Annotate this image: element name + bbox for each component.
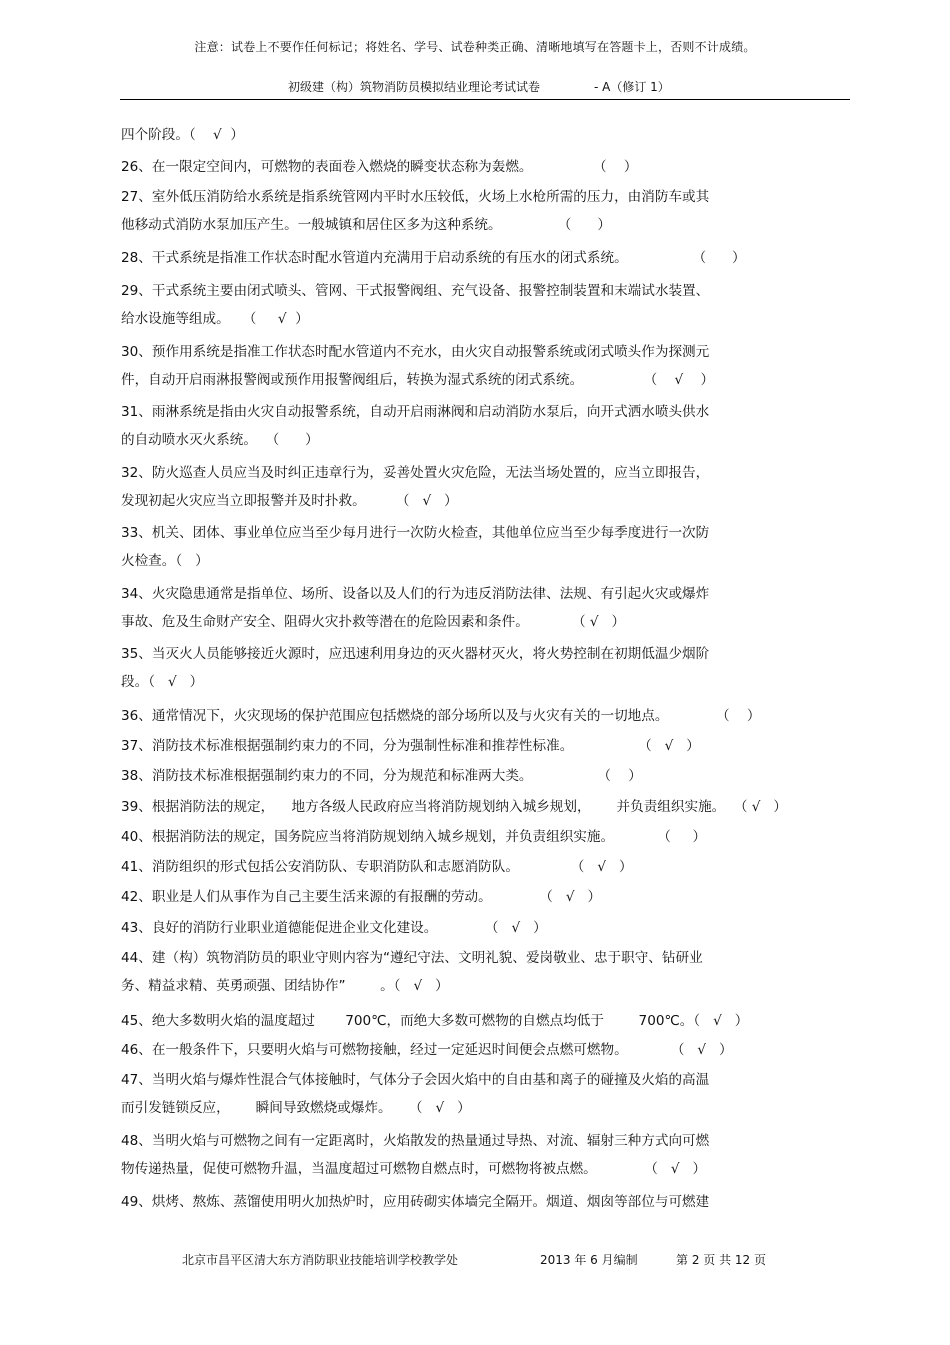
question-line: 31、雨淋系统是指由火灾自动报警系统，自动开启雨淋阀和启动消防水泵后，向开式洒水喷头供水 — [121, 404, 710, 420]
question-line: 36、通常情况下，火灾现场的保护范围应包括燃烧的部分场所以及与火灾有关的一切地点。 （ ） — [121, 708, 761, 724]
question-line: 的自动喷水灭火系统。 （ ） — [121, 432, 319, 448]
question-line: 30、预作用系统是指准工作状态时配水管道内不充水，由火灾自动报警系统或闭式喷头作为探测元 — [121, 344, 710, 360]
footer-page-number: 第 2 页 共 12 页 — [676, 1253, 766, 1267]
question-line: 46、在一般条件下，只要明火焰与可燃物接触，经过一定延迟时间便会点燃可燃物。 （ √ ） — [121, 1042, 733, 1058]
exam-notice: 注意：试卷上不要作任何标记；将姓名、学号、试卷种类正确、清晰地填写在答题卡上，否则不计成绩。 — [194, 40, 756, 54]
page-header — [120, 78, 850, 96]
question-line: 49、烘烤、熬炼、蒸馏使用明火加热炉时，应用砖砌实体墙完全隔开。烟道、烟囱等部位与可燃建 — [121, 1194, 710, 1210]
question-line: 件，自动开启雨淋报警阀或预作用报警阀组后，转换为湿式系统的闭式系统。 （ √ ） — [121, 372, 715, 388]
question-line: 42、职业是人们从事作为自己主要生活来源的有报酬的劳动。 （ √ ） — [121, 889, 602, 905]
question-line: 37、消防技术标准根据强制约束力的不同，分为强制性标准和推荐性标准。 （ √ ） — [121, 738, 700, 754]
question-line: 而引发链锁反应， 瞬间导致燃烧或爆炸。 （ √ ） — [121, 1100, 471, 1116]
question-line: 26、在一限定空间内，可燃物的表面卷入燃烧的瞬变状态称为轰燃。 （ ） — [121, 159, 638, 175]
exam-version: - A（修订 1） — [594, 80, 670, 94]
question-line: 29、干式系统主要由闭式喷头、管网、干式报警阀组、充气设备、报警控制装置和末端试水装置、 — [121, 283, 710, 299]
header-divider — [120, 99, 850, 100]
question-line: 47、当明火焰与爆炸性混合气体接触时，气体分子会因火焰中的自由基和离子的碰撞及火焰的高温 — [121, 1072, 710, 1088]
question-line: 48、当明火焰与可燃物之间有一定距离时，火焰散发的热量通过导热、对流、辐射三种方式向可燃 — [121, 1133, 710, 1149]
question-line: 给水设施等组成。 （ √ ） — [121, 311, 309, 327]
question-line: 务、精益求精、英勇顽强、团结协作” 。（ √ ） — [121, 978, 449, 994]
question-line: 38、消防技术标准根据强制约束力的不同，分为规范和标准两大类。 （ ） — [121, 768, 642, 784]
question-line: 发现初起火灾应当立即报警并及时扑救。 （ √ ） — [121, 493, 458, 509]
exam-title: 初级建（构）筑物消防员模拟结业理论考试试卷 — [288, 80, 541, 94]
question-line: 33、机关、团体、事业单位应当至少每月进行一次防火检查，其他单位应当至少每季度进行一次防 — [121, 525, 710, 541]
question-line: 39、根据消防法的规定， 地方各级人民政府应当将消防规划纳入城乡规划， 并负责组织实施。 （ √ ） — [121, 799, 788, 815]
question-line: 45、绝大多数明火焰的温度超过 700℃，而绝大多数可燃物的自燃点均低于 700℃。（ √ ） — [121, 1013, 749, 1029]
footer-school: 北京市昌平区清大东方消防职业技能培训学校教学处 — [182, 1253, 459, 1267]
question-line: 32、防火巡查人员应当及时纠正违章行为，妥善处置火灾危险，无法当场处置的，应当立即报告， — [121, 465, 710, 481]
question-line: 火检查。（ ） — [121, 553, 209, 569]
question-line: 段。（ √ ） — [121, 674, 204, 690]
question-line: 44、建（构）筑物消防员的职业守则内容为“遵纪守法、文明礼貌、爱岗敬业、忠于职守、钻研业 — [121, 950, 703, 966]
page-footer — [0, 1251, 950, 1269]
question-line: 事故、危及生命财产安全、阻碍火灾扑救等潜在的危险因素和条件。 （ √ ） — [121, 614, 626, 630]
footer-date: 2013 年 6 月编制 — [540, 1253, 638, 1267]
question-line: 35、当灭火人员能够接近火源时，应迅速利用身边的灭火器材灭火，将火势控制在初期低温少烟阶 — [121, 646, 710, 662]
question-line: 34、火灾隐患通常是指单位、场所、设备以及人们的行为违反消防法律、法规、有引起火灾或爆炸 — [121, 586, 710, 602]
question-line: 物传递热量，促使可燃物升温，当温度超过可燃物自燃点时，可燃物将被点燃。 （ √ ） — [121, 1161, 707, 1177]
question-line: 27、室外低压消防给水系统是指系统管网内平时水压较低，火场上水枪所需的压力，由消防车或其 — [121, 189, 710, 205]
question-line: 他移动式消防水泵加压产生。一般城镇和居住区多为这种系统。 （ ） — [121, 217, 611, 233]
question-line: 四个阶段。（ √ ） — [121, 127, 244, 143]
question-line: 40、根据消防法的规定，国务院应当将消防规划纳入城乡规划，并负责组织实施。 （ ） — [121, 829, 707, 845]
question-line: 28、干式系统是指准工作状态时配水管道内充满用于启动系统的有压水的闭式系统。 （ ） — [121, 250, 746, 266]
question-line: 43、良好的消防行业职业道德能促进企业文化建设。 （ √ ） — [121, 920, 547, 936]
question-line: 41、消防组织的形式包括公安消防队、专职消防队和志愿消防队。 （ √ ） — [121, 859, 633, 875]
